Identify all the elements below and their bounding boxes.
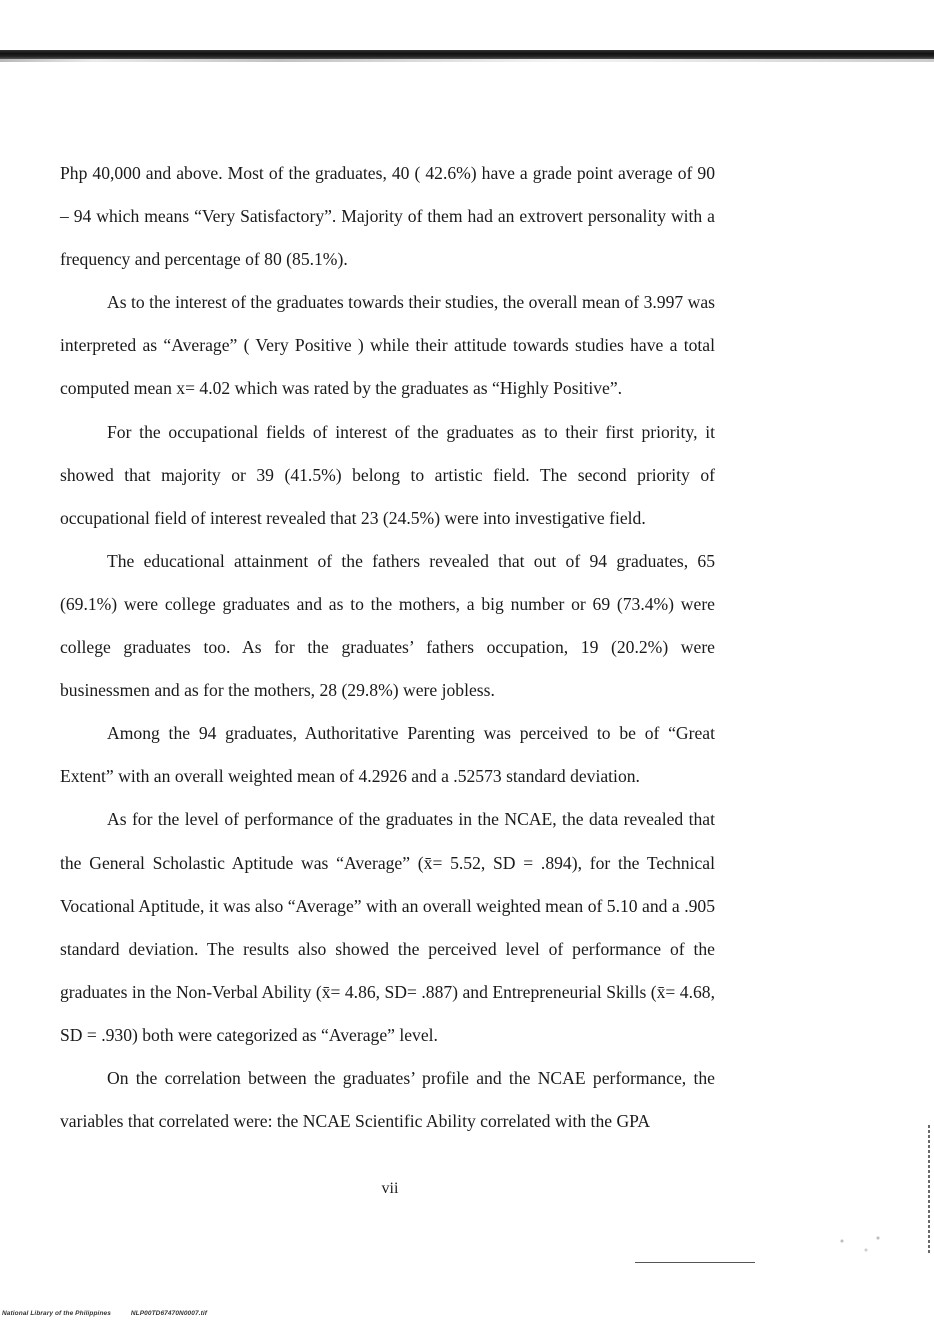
scan-file-code: NLP00TD67470N0007.tif — [130, 1310, 208, 1317]
scan-border-top — [0, 50, 934, 59]
paragraph-income-gpa-personality: Php 40,000 and above. Most of the graduates, 40 ( 42.6%) have a grade point average of 90 – 94 which means “Very Satisfactory”. Majority of them had an extrovert personality with a frequency and percentage of 80 (85.1%). — [60, 163, 715, 270]
scan-footer — [2, 1310, 207, 1317]
paragraph-correlation: On the correlation between the graduates’ profile and the NCAE performance, the variables that correlated were: the NCAE Scientific Ability correlated with the GPA — [60, 1067, 715, 1132]
page-number: vii — [381, 1180, 399, 1197]
paragraph-parents-education: The educational attainment of the fathers revealed that out of 94 graduates, 65 (69.1%) were college graduates and as to the mothers, a big number or 69 (73.4%) were college graduates too. As for the graduates’ fathers occupation, 19 (20.2%) were businessmen and as for the mothers, 28 (29.8%) were jobless. — [60, 550, 715, 701]
document-body — [60, 152, 715, 1143]
paragraph-interest-attitude: As to the interest of the graduates towards their studies, the overall mean of 3.997 was interpreted as “Average” ( Very Positive ) while their attitude towards studies have a total computed mean x= 4.02 which was rated by the graduates as “Highly Positive”. — [60, 292, 715, 399]
paragraph-occupational-fields: For the occupational fields of interest of the graduates as to their first priority, it showed that majority or 39 (41.5%) belong to artistic field. The second priority of occupational field of interest revealed that 23 (24.5%) were into investigative field. — [60, 421, 715, 528]
scan-artifact-line — [635, 1262, 755, 1263]
paragraph-ncae-performance: As for the level of performance of the graduates in the NCAE, the data revealed that the General Scholastic Aptitude was “Average” (x̄= 5.52, SD = .894), for the Technical Vocational Aptitude, it was also “Average” with an overall weighted mean of 5.10 and a .905 standard deviation. The results also showed the perceived level of performance of the graduates in the Non-Verbal Ability (x̄= 4.86, SD= .887) and Entrepreneurial Skills (x̄= 4.68, SD = .930) both were categorized as “Average” level. — [60, 809, 715, 1045]
library-name: National Library of the Philippines — [2, 1310, 111, 1317]
scan-artifact-right-edge — [928, 1125, 930, 1255]
scan-artifact-speckle — [830, 1232, 890, 1262]
paragraph-parenting-style: Among the 94 graduates, Authoritative Parenting was perceived to be of “Great Extent” with an overall weighted mean of 4.2926 and a .52573 standard deviation. — [60, 723, 715, 787]
